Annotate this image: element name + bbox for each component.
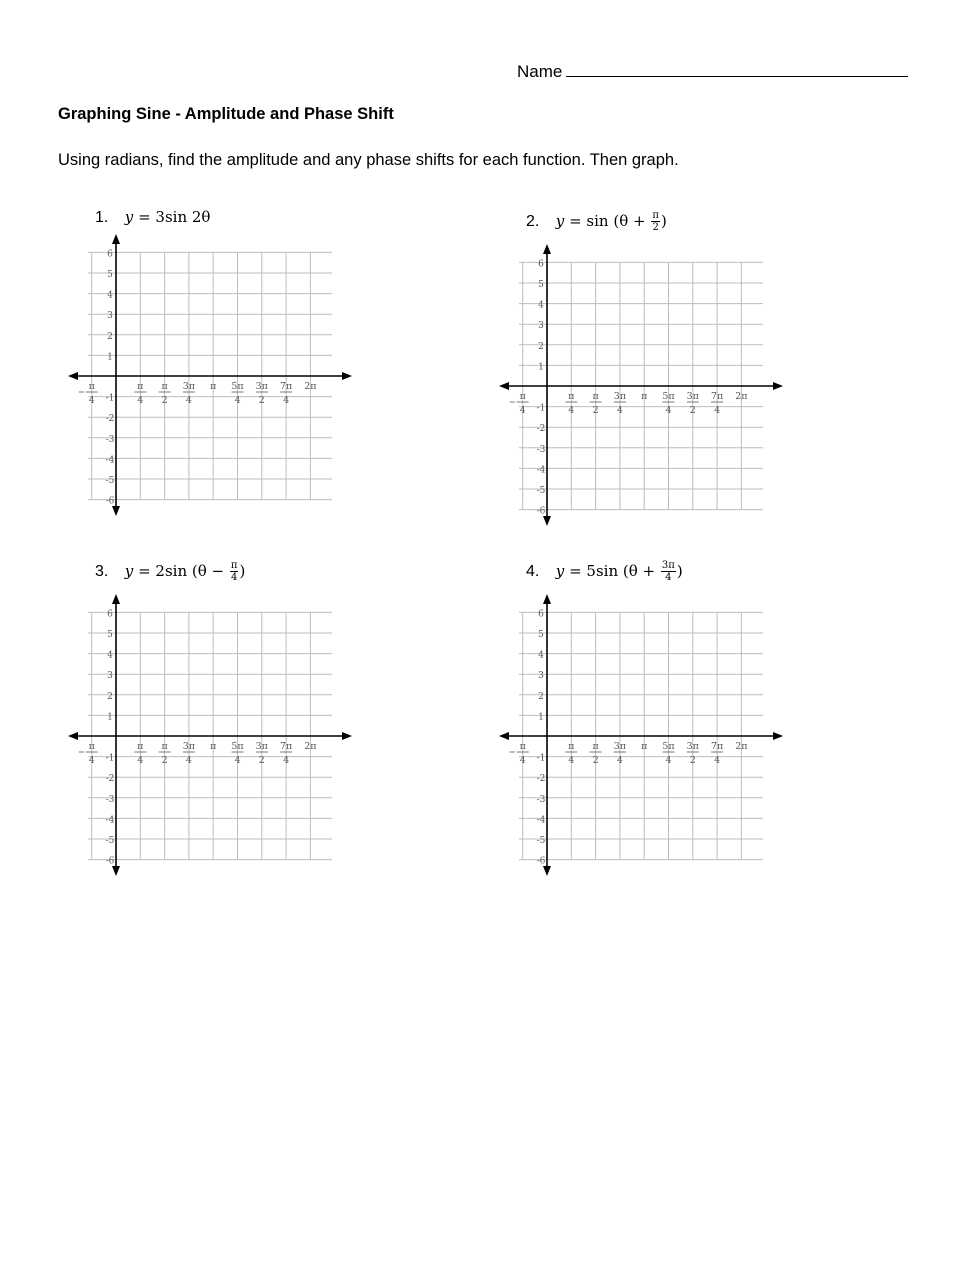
svg-text:3π: 3π <box>182 741 196 752</box>
y-tick-label: 2 <box>538 341 544 352</box>
y-tick-label: 4 <box>538 650 544 661</box>
svg-text:π: π <box>88 741 95 752</box>
y-tick-label: 3 <box>538 321 544 332</box>
svg-text:π: π <box>568 391 575 402</box>
y-tick-label: -5 <box>536 836 546 846</box>
x-tick-label <box>210 741 216 752</box>
y-tick-label: 4 <box>538 300 544 311</box>
svg-text:4: 4 <box>616 405 623 416</box>
svg-text:4: 4 <box>665 755 672 766</box>
svg-text:4: 4 <box>137 755 144 766</box>
y-tick-label: -1 <box>536 403 546 414</box>
x-axis-right-arrow-icon <box>773 382 783 390</box>
y-axis-down-arrow-icon <box>543 516 551 526</box>
y-tick-label: 4 <box>107 290 113 301</box>
y-tick-label: -2 <box>536 424 546 435</box>
svg-text:3π: 3π <box>255 741 268 752</box>
y-axis-up-arrow-icon <box>543 244 551 254</box>
graph-grid-3[interactable] <box>68 594 352 876</box>
svg-text:π: π <box>210 381 217 392</box>
svg-text:5π: 5π <box>231 381 244 392</box>
svg-text:2π: 2π <box>735 741 748 752</box>
svg-text:2π: 2π <box>304 741 317 752</box>
fraction: $\frac{3\pi}{4}$ <box>661 560 675 583</box>
svg-text:π: π <box>161 741 168 752</box>
svg-text:4: 4 <box>234 755 241 766</box>
x-axis-left-arrow-icon <box>499 382 509 390</box>
x-tick-label <box>304 381 316 392</box>
svg-text:4: 4 <box>283 755 290 766</box>
y-tick-label: -2 <box>105 414 115 425</box>
svg-text:π: π <box>641 391 648 402</box>
y-tick-label: -2 <box>536 774 546 785</box>
svg-text:4: 4 <box>283 395 290 406</box>
svg-text:4: 4 <box>714 755 721 766</box>
y-tick-label: -4 <box>105 455 115 466</box>
svg-text:π: π <box>641 741 648 752</box>
y-tick-label: -5 <box>105 476 115 486</box>
svg-text:3π: 3π <box>255 381 268 392</box>
svg-text:π: π <box>592 741 599 752</box>
x-tick-label <box>641 741 647 752</box>
x-axis-right-arrow-icon <box>342 372 352 380</box>
svg-text:7π: 7π <box>710 741 724 752</box>
y-tick-label: -6 <box>536 506 546 517</box>
svg-text:5π: 5π <box>662 391 675 402</box>
svg-text:4: 4 <box>568 405 575 416</box>
svg-text:π: π <box>519 741 526 752</box>
y-tick-label: 5 <box>538 630 544 640</box>
y-tick-label: 6 <box>538 259 544 270</box>
svg-text:2: 2 <box>689 755 696 766</box>
name-blank-line[interactable] <box>566 58 908 77</box>
y-axis-up-arrow-icon <box>112 594 120 604</box>
y-axis-up-arrow-icon <box>112 234 120 244</box>
x-axis-left-arrow-icon <box>499 732 509 740</box>
svg-text:4: 4 <box>568 755 575 766</box>
svg-text:4: 4 <box>234 395 241 406</box>
y-tick-label: 6 <box>107 609 113 620</box>
y-tick-label: 5 <box>107 270 113 280</box>
x-tick-label <box>304 741 316 752</box>
x-axis-left-arrow-icon <box>68 732 78 740</box>
svg-text:π: π <box>161 381 168 392</box>
x-axis-right-arrow-icon <box>342 732 352 740</box>
svg-text:4: 4 <box>519 755 526 766</box>
y-tick-label: -3 <box>105 794 115 805</box>
svg-text:π: π <box>137 741 144 752</box>
svg-text:2π: 2π <box>735 391 748 402</box>
y-axis-down-arrow-icon <box>112 866 120 876</box>
svg-text:5π: 5π <box>231 741 244 752</box>
y-tick-label: 5 <box>107 630 113 640</box>
graph-grid-2[interactable] <box>499 244 783 526</box>
x-tick-label <box>510 391 529 416</box>
y-tick-label: 6 <box>107 249 113 260</box>
y-tick-label: -4 <box>536 465 546 476</box>
y-tick-label: -5 <box>105 836 115 846</box>
svg-text:2: 2 <box>161 395 168 406</box>
svg-text:4: 4 <box>616 755 623 766</box>
x-axis-right-arrow-icon <box>773 732 783 740</box>
fraction: $\frac{\pi}{2}$ <box>652 210 659 233</box>
svg-text:4: 4 <box>665 405 672 416</box>
svg-text:3π: 3π <box>686 391 699 402</box>
y-tick-label: -6 <box>105 496 115 507</box>
svg-text:2: 2 <box>161 755 168 766</box>
x-tick-label <box>641 391 647 402</box>
svg-text:4: 4 <box>519 405 526 416</box>
svg-text:7π: 7π <box>279 381 293 392</box>
y-tick-label: 1 <box>538 712 544 723</box>
svg-text:7π: 7π <box>279 741 293 752</box>
y-tick-label: 3 <box>538 671 544 682</box>
y-tick-label: -3 <box>105 434 115 445</box>
svg-text:5π: 5π <box>662 741 675 752</box>
worksheet-title: Graphing Sine - Amplitude and Phase Shift <box>58 105 394 123</box>
instructions: Using radians, find the amplitude and any phase shifts for each function. Then graph. <box>58 151 679 169</box>
y-tick-label: 1 <box>107 352 113 363</box>
svg-text:2: 2 <box>258 395 265 406</box>
svg-text:4: 4 <box>137 395 144 406</box>
x-tick-label <box>510 741 529 766</box>
svg-text:2: 2 <box>592 405 599 416</box>
svg-text:2: 2 <box>592 755 599 766</box>
svg-text:3π: 3π <box>613 391 627 402</box>
y-tick-label: -4 <box>536 815 546 826</box>
y-tick-label: 4 <box>107 650 113 661</box>
svg-text:4: 4 <box>714 405 721 416</box>
problem-2-label: 2. y = sin (θ + $\frac{\pi}{2}$ ) <box>526 210 667 233</box>
y-tick-label: 2 <box>107 331 113 342</box>
svg-text:3π: 3π <box>613 741 627 752</box>
y-tick-label: -3 <box>536 794 546 805</box>
graph-grid-1[interactable] <box>68 234 352 516</box>
name-field[interactable] <box>517 58 908 82</box>
y-axis-up-arrow-icon <box>543 594 551 604</box>
y-tick-label: 2 <box>107 691 113 702</box>
x-tick-label <box>735 391 747 402</box>
y-tick-label: 1 <box>538 362 544 373</box>
svg-text:4: 4 <box>185 755 192 766</box>
y-tick-label: -4 <box>105 815 115 826</box>
y-tick-label: 2 <box>538 691 544 702</box>
svg-text:π: π <box>519 391 526 402</box>
svg-text:2: 2 <box>258 755 265 766</box>
y-tick-label: -6 <box>105 856 115 867</box>
y-tick-label: 3 <box>107 311 113 322</box>
y-tick-label: -6 <box>536 856 546 867</box>
y-tick-label: 5 <box>538 280 544 290</box>
graph-grid-4[interactable] <box>499 594 783 876</box>
name-label: Name <box>517 62 563 81</box>
svg-text:4: 4 <box>88 755 95 766</box>
y-tick-label: 3 <box>107 671 113 682</box>
svg-text:3π: 3π <box>182 381 196 392</box>
svg-text:4: 4 <box>185 395 192 406</box>
svg-text:π: π <box>210 741 217 752</box>
y-tick-label: -2 <box>105 774 115 785</box>
y-tick-label: 6 <box>538 609 544 620</box>
svg-text:4: 4 <box>88 395 95 406</box>
x-tick-label <box>79 741 98 766</box>
y-axis-down-arrow-icon <box>543 866 551 876</box>
y-tick-label: -1 <box>105 393 115 404</box>
fraction: $\frac{\pi}{4}$ <box>230 560 238 583</box>
svg-text:2π: 2π <box>304 381 317 392</box>
svg-text:2: 2 <box>689 405 696 416</box>
y-tick-label: -5 <box>536 486 546 496</box>
y-tick-label: 1 <box>107 712 113 723</box>
y-tick-label: -1 <box>105 753 115 764</box>
svg-text:3π: 3π <box>686 741 699 752</box>
y-axis-down-arrow-icon <box>112 506 120 516</box>
problem-4-label: 4. y = 5sin (θ + $\frac{3\pi}{4}$ ) <box>526 560 683 583</box>
problem-3-label: 3. y = 2sin (θ − $\frac{\pi}{4}$ ) <box>95 560 246 583</box>
svg-text:π: π <box>568 741 575 752</box>
y-tick-label: -1 <box>536 753 546 764</box>
x-tick-label <box>79 381 98 406</box>
x-axis-left-arrow-icon <box>68 372 78 380</box>
svg-text:π: π <box>88 381 95 392</box>
y-tick-label: -3 <box>536 444 546 455</box>
svg-text:7π: 7π <box>710 391 724 402</box>
svg-text:π: π <box>137 381 144 392</box>
x-tick-label <box>210 381 216 392</box>
problem-1-label: 1. y = 3sin 2θ <box>95 208 211 226</box>
svg-text:π: π <box>592 391 599 402</box>
x-tick-label <box>735 741 747 752</box>
